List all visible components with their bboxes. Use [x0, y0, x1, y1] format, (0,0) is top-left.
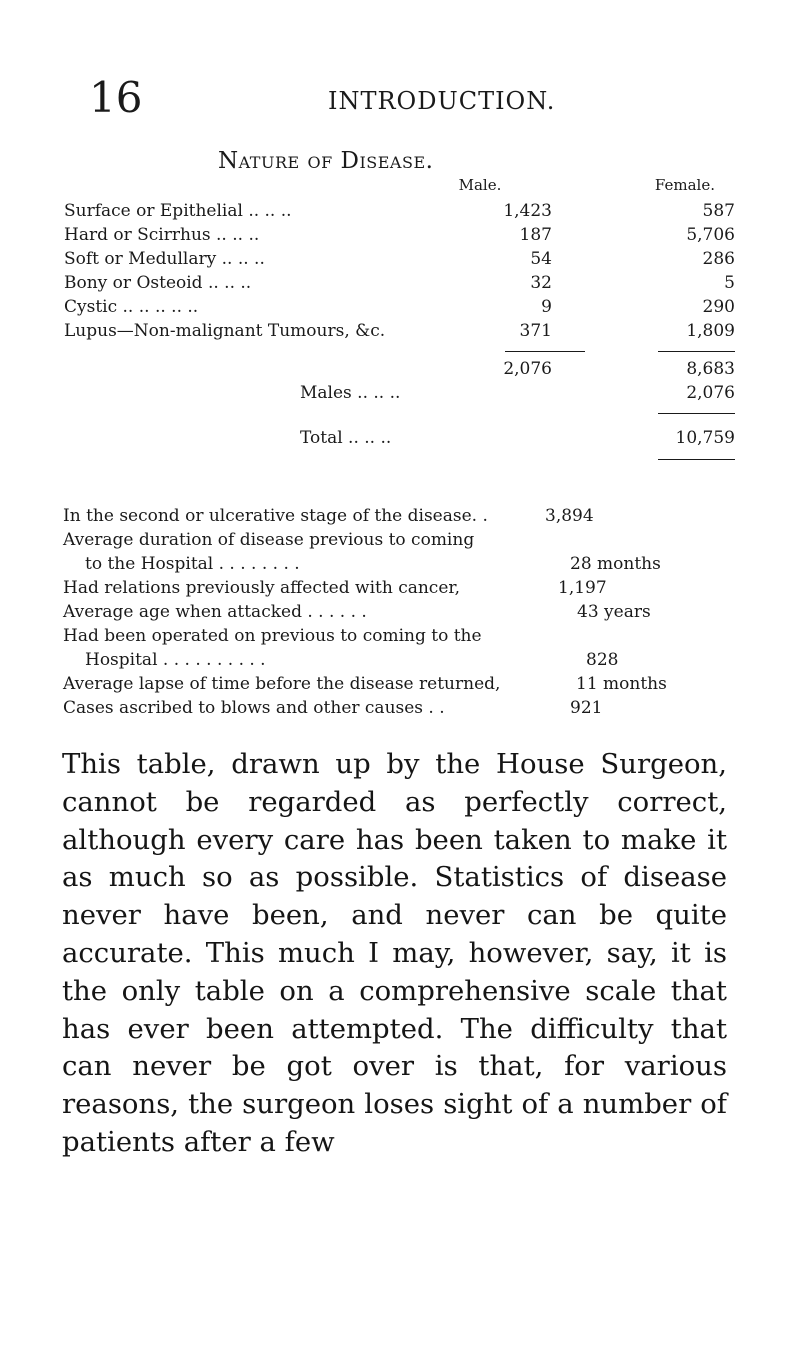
row-female-value: 286: [702, 249, 735, 269]
column-header-male: Male.: [458, 176, 502, 194]
fact-label: to the Hospital . . . . . . . .: [85, 554, 300, 574]
row-male-value: 32: [530, 273, 552, 293]
fact-row: [85, 553, 661, 575]
fact-label: Had relations previously affected with cancer,: [63, 578, 461, 598]
row-female-value: 587: [702, 201, 735, 221]
row-male-value: 9: [541, 297, 552, 317]
males-value: 2,076: [686, 383, 735, 403]
fact-label: Cases ascribed to blows and other causes . .: [63, 698, 445, 718]
row-label: Soft or Medullary .. .. ..: [64, 249, 265, 269]
row-label: Surface or Epithelial .. .. ..: [64, 201, 292, 221]
page-number: 16: [89, 73, 143, 122]
female-subtotal-rule: [658, 351, 735, 352]
fact-row: [63, 601, 651, 623]
total-rule-top: [658, 413, 735, 414]
column-header-female: Female.: [654, 176, 715, 194]
total-value: 10,759: [675, 428, 735, 448]
fact-row: [63, 577, 607, 599]
fact-row: [63, 529, 474, 551]
row-female-value: 5: [724, 273, 735, 293]
row-male-value: 1,423: [503, 201, 552, 221]
row-male-value: 187: [519, 225, 552, 245]
row-label: Bony or Osteoid .. .. ..: [64, 273, 252, 293]
row-label: Cystic .. .. .. .. ..: [64, 297, 199, 317]
fact-label: Had been operated on previous to coming to the: [63, 626, 482, 646]
total-rule-bottom: [658, 459, 735, 460]
row-female-value: 1,809: [686, 321, 735, 341]
fact-label: Average duration of disease previous to coming: [63, 530, 475, 550]
table-title: Nature of Disease.: [218, 148, 434, 174]
row-female-value: 5,706: [686, 225, 735, 245]
fact-value: 3,894: [545, 506, 594, 526]
fact-value: 43 years: [577, 602, 651, 622]
fact-value: 921: [570, 698, 603, 718]
male-subtotal-rule: [505, 351, 585, 352]
fact-value: 11 months: [576, 674, 667, 694]
row-male-value: 371: [519, 321, 552, 341]
row-male-value: 54: [530, 249, 552, 269]
fact-value: 28 months: [570, 554, 661, 574]
fact-value: 828: [586, 650, 619, 670]
fact-row: [63, 505, 594, 527]
fact-label: Average lapse of time before the disease returned,: [63, 674, 501, 694]
fact-label: Hospital . . . . . . . . . .: [85, 650, 266, 670]
fact-row: [63, 673, 667, 695]
running-head: INTRODUCTION.: [328, 87, 556, 115]
males-label: Males .. .. ..: [300, 383, 401, 403]
fact-label: Average age when attacked . . . . . .: [63, 602, 367, 622]
fact-row: [85, 649, 619, 671]
row-label: Lupus—Non-malignant Tumours, &c.: [64, 321, 386, 341]
male-subtotal: 2,076: [503, 359, 552, 379]
female-subtotal: 8,683: [686, 359, 735, 379]
row-label: Hard or Scirrhus .. .. ..: [64, 225, 260, 245]
total-label: Total .. .. ..: [300, 428, 392, 448]
fact-value: 1,197: [558, 578, 607, 598]
row-female-value: 290: [702, 297, 735, 317]
fact-row: [63, 625, 482, 647]
body-paragraph: This table, drawn up by the House Surgeon, cannot be regarded as perfectly correct, although every care has been taken to make it as much so as possible. Statistics of disease never have been, and never can be quite accurate. This much I may, however, say, it is the only table on a comprehensive scale that has ever been attempted. The difficulty that can never be got over is that, for various reasons, the surgeon loses sight of a number of patients after a few: [62, 748, 727, 1158]
fact-label: In the second or ulcerative stage of the disease. .: [63, 506, 488, 526]
fact-row: [63, 697, 603, 719]
